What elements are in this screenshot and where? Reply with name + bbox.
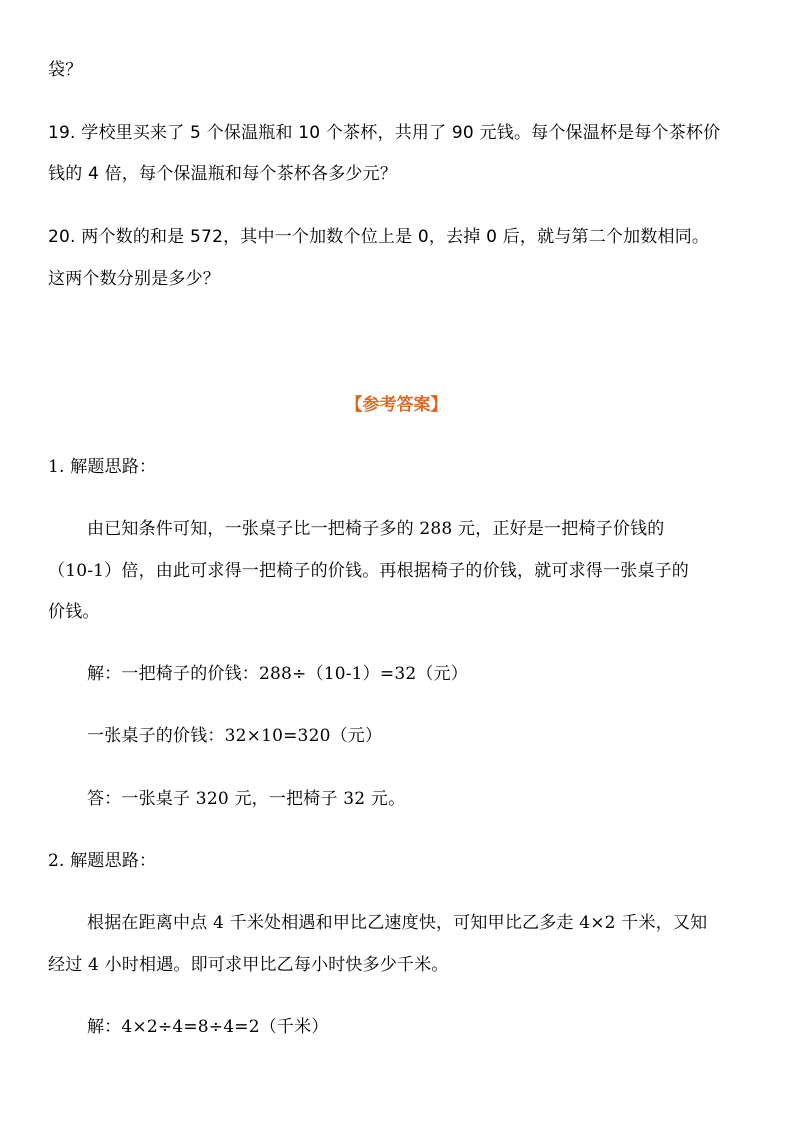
answer-2-heading: 2. 解题思路：	[48, 851, 157, 871]
answer-1-reasoning-line-1: 由已知条件可知，一张桌子比一把椅子多的 288 元，正好是一把椅子价钱的	[87, 519, 665, 539]
question-19-line-2: 钱的 4 倍，每个保温瓶和每个茶杯各多少元？	[48, 164, 398, 184]
question-18-tail: 袋？	[48, 60, 83, 80]
answer-2-reasoning-line-2: 经过 4 小时相遇。即可求甲比乙每小时快多少千米。	[48, 955, 449, 975]
answer-1-reasoning-line-3: 价钱。	[48, 602, 100, 622]
question-20-line-2: 这两个数分别是多少？	[48, 269, 220, 289]
answer-section-title: 【参考答案】	[345, 395, 448, 415]
answer-1-reasoning-line-2: （10-1）倍，由此可求得一把椅子的价钱。再根据椅子的价钱，就可求得一张桌子的	[48, 561, 689, 581]
answer-2-reasoning-line-1: 根据在距离中点 4 千米处相遇和甲比乙速度快，可知甲比乙多走 4×2 千米，又知	[87, 913, 708, 933]
answer-1-conclusion: 答：一张桌子 320 元，一把椅子 32 元。	[87, 789, 406, 809]
answer-1-heading: 1. 解题思路：	[48, 457, 157, 477]
answer-1-solution: 解：一把椅子的价钱：288÷（10-1）=32（元）	[87, 664, 468, 684]
answer-2-solution: 解：4×2÷4=8÷4=2（千米）	[87, 1017, 329, 1037]
answer-1-step-2: 一张桌子的价钱：32×10=320（元）	[87, 726, 383, 746]
question-20-line-1: 20. 两个数的和是 572，其中一个加数个位上是 0，去掉 0 后，就与第二个加数相同。	[48, 227, 710, 247]
question-19-line-1: 19. 学校里买来了 5 个保温瓶和 10 个茶杯，共用了 90 元钱。每个保温杯是每个茶杯价	[48, 123, 721, 143]
